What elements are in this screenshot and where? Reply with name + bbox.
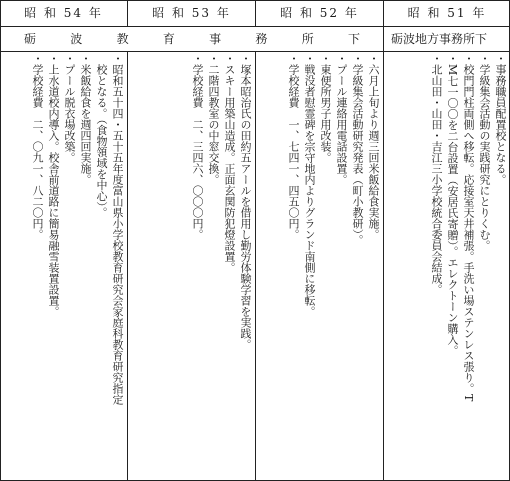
- column-showa-51: [386, 53, 508, 477]
- column-showa-54: [2, 53, 125, 477]
- list-item: ・ 二階四教室の中窓交換。: [205, 53, 221, 477]
- subheader-char: 波: [70, 32, 83, 46]
- list-item: ・ 学校経費 二、〇九一、八二〇円。: [29, 53, 45, 477]
- col-divider-53-52: [255, 51, 256, 481]
- subheader-char: 事: [209, 32, 222, 46]
- list-item: ・ 校門門柱両側へ移転。応接室天井補張。手洗い場ステンレス張り。T: [460, 53, 476, 477]
- list-item: ・ 学校経費 二、三四六、〇〇〇円。: [189, 53, 205, 477]
- subheader-char: 所: [301, 32, 314, 46]
- subheader-char: 育: [162, 32, 175, 46]
- list-item: ・ 上水道校内導入。校舎前道路に簡易融雪装置設置。: [45, 53, 61, 477]
- column-showa-53: [130, 53, 253, 477]
- col-divider-52-51: [383, 0, 384, 481]
- col-divider-54-53: [127, 51, 128, 481]
- list-item: ・ 戦没者慰霊碑を宗守地内よりグランド南側に移転。: [301, 53, 317, 477]
- list-item: ・ プール連絡用電話設置。: [333, 53, 349, 477]
- column-showa-52: [258, 53, 381, 477]
- list-item: ・ 塚本昭治氏の田約五アールを借用し勤労体験学習を実践。: [237, 53, 253, 477]
- list-item: ・ 六月上旬より週三回米飯給食実施。: [365, 53, 381, 477]
- list-item: ・ 米飯給食を週四回実施。: [77, 53, 93, 477]
- subheader-tonami-education-office: [24, 27, 360, 51]
- list-item: ・ 学級集会活動の実践研究にとりくむ。: [476, 53, 492, 477]
- list-item: ・ 学級集会活動研究発表（町小教研）。: [349, 53, 365, 477]
- list-item: ・ プール脱衣場改築。: [61, 53, 77, 477]
- subheader-char: 教: [116, 32, 129, 46]
- list-item: ・ M七一〇〇を二台設置（安居氏寄贈）。エレクトーン購入。: [444, 53, 460, 477]
- header-showa-52: 昭 和 52 年: [280, 6, 359, 20]
- header-showa-54: 昭 和 54 年: [24, 6, 103, 20]
- list-item: ・ 昭和五十四・五十五年度富山県小学校教育研究会家庭科教育研究指定: [109, 53, 125, 477]
- list-item: ・ 東便所男子用改装。: [317, 53, 333, 477]
- list-item: ・ 北山田・山田・吉江三小学校統合委員会結成。: [428, 53, 444, 477]
- list-item: ・ 事務職員配置校となる。: [492, 53, 508, 477]
- subheader-char: 務: [255, 32, 268, 46]
- header-showa-51: 昭 和 51 年: [407, 6, 487, 20]
- subheader-char: 砺: [24, 32, 37, 46]
- list-item: ・ 学校経費 一、七四一、四五〇円。: [285, 53, 301, 477]
- subheader-char: 下: [347, 32, 360, 46]
- list-item-continuation: 校となる。（食物領域を中心）。: [95, 64, 108, 218]
- header-showa-53: 昭 和 53 年: [152, 6, 231, 20]
- list-item: ・ スキー用築山造成。正面玄関防犯燈設置。: [221, 53, 237, 477]
- subheader-tonami-regional-office: 砺波地方事務所下: [391, 32, 488, 46]
